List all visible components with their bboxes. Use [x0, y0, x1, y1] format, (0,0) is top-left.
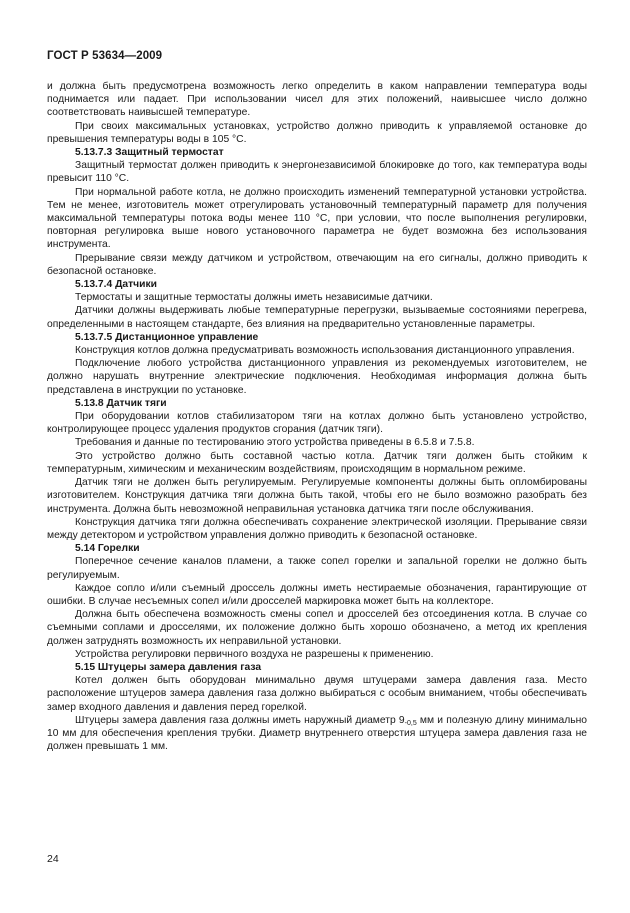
paragraph: Термостаты и защитные термостаты должны иметь независимые датчики.	[75, 292, 433, 304]
paragraph: Подключение любого устройства дистанционного управления из рекомендуемых изготовителем, не должно нарушать внутренние электрические подключения. Необходимая информация должна быть представлена в инструкции по установке.	[47, 358, 587, 396]
standard-header: ГОСТ Р 53634—2009	[47, 50, 163, 62]
section-heading: 5.13.7.4 Датчики	[75, 279, 157, 291]
paragraph: Поперечное сечение каналов пламени, а также сопел горелки и запальной горелки не должно быть регулируемым.	[47, 556, 587, 581]
paragraph: Конструкция датчика тяги должна обеспечивать сохранение электрической изоляции. Прерывание связи между детектором и устройством управления должно приводить к безопасной остановке.	[47, 516, 587, 541]
paragraph-text: Штуцеры замера давления газа должны иметь наружный диаметр 9	[75, 714, 405, 726]
paragraph: Защитный термостат должен приводить к энергонезависимой блокировке до того, как температура воды превысит 110 °С.	[47, 160, 587, 185]
paragraph: Устройства регулировки первичного воздуха не разрешены к применению.	[75, 648, 434, 660]
section-heading: 5.14 Горелки	[75, 543, 140, 555]
paragraph: Конструкция котлов должна предусматривать возможность использования дистанционного управления.	[75, 345, 575, 357]
paragraph: Должна быть обеспечена возможность смены сопел и дросселей без отсоединения котла. В случае со съемными соплами и дросселями, их положение должно быть хорошо обозначено, а метод их крепления должен затруднять возможность их неправильной установки.	[47, 609, 587, 647]
paragraph: Каждое сопло и/или съемный дроссель должны иметь нестираемые обозначения, гарантирующие от ошибки. В случае несъемных сопел и/или дросселей маркировка может быть на коллекторе.	[47, 582, 587, 607]
tolerance-subscript: -0,5	[404, 719, 417, 727]
paragraph: При своих максимальных установках, устройство должно приводить к управляемой остановке до превышения температуры воды в 105 °С.	[47, 120, 587, 145]
section-heading: 5.15 Штуцеры замера давления газа	[75, 661, 262, 673]
document-body	[47, 80, 587, 753]
paragraph: Требования и данные по тестированию этого устройства приведены в 6.5.8 и 7.5.8.	[75, 437, 475, 449]
paragraph: При оборудовании котлов стабилизатором тяги на котлах должно быть установлено устройство, контролирующее процесс удаления продуктов сгорания (датчик тяги).	[47, 411, 587, 436]
page-number: 24	[47, 853, 59, 865]
section-heading: 5.13.7.5 Дистанционное управление	[75, 331, 259, 343]
paragraph: Датчик тяги не должен быть регулируемым. Регулируемые компоненты должны быть опломбированы изготовителем. Конструкция датчика тяги должна быть такой, чтобы его не было возможно разобрать без инструмента. Должна быть невозможной неправильная установка датчика тяги после обслуживания.	[47, 477, 587, 515]
paragraph: Датчики должны выдерживать любые температурные перегрузки, вызываемые состояниями перегрева, определенными в настоящем стандарте, без влияния на предварительно установленные параметры.	[47, 305, 587, 330]
paragraph: Это устройство должно быть составной частью котла. Датчик тяги должен быть стойким к температурным, химическим и механическим воздействиям, происходящим в нормальном режиме.	[47, 450, 587, 475]
paragraph	[47, 714, 587, 754]
paragraph: и должна быть предусмотрена возможность легко определить в каком направлении температура воды поднимается или падает. При использовании чисел для этих положений, наивысшее число должно соответствовать наивысшей температуре.	[47, 81, 587, 119]
paragraph-text: мм и полезную длину минимально 10 мм для обеспечения крепления трубки. Диаметр внутреннего отверстия штуцера замера давления газа не должен превышать 1 мм.	[47, 714, 587, 753]
section-heading: 5.13.7.3 Защитный термостат	[75, 147, 224, 159]
paragraph: При нормальной работе котла, не должно происходить изменений температурной установки устройства. Тем не менее, изготовитель может отрегулировать установочный температурный параметр для получения максимальной температуры потока воды менее 110 °С, при условии, что после выполнения регулировки, повторная регулировка выше нового установочного параметра не будет возможна без использования инструмента.	[47, 186, 587, 251]
paragraph: Прерывание связи между датчиком и устройством, отвечающим на его сигналы, должно приводить к безопасной остановке.	[47, 252, 587, 277]
paragraph: Котел должен быть оборудован минимально двумя штуцерами замера давления газа. Место расположение штуцеров замера давления газа должно выбираться с особым вниманием, чтобы обеспечивать замер входного давления и давления перед горелкой.	[47, 675, 587, 713]
section-heading: 5.13.8 Датчик тяги	[75, 397, 167, 409]
